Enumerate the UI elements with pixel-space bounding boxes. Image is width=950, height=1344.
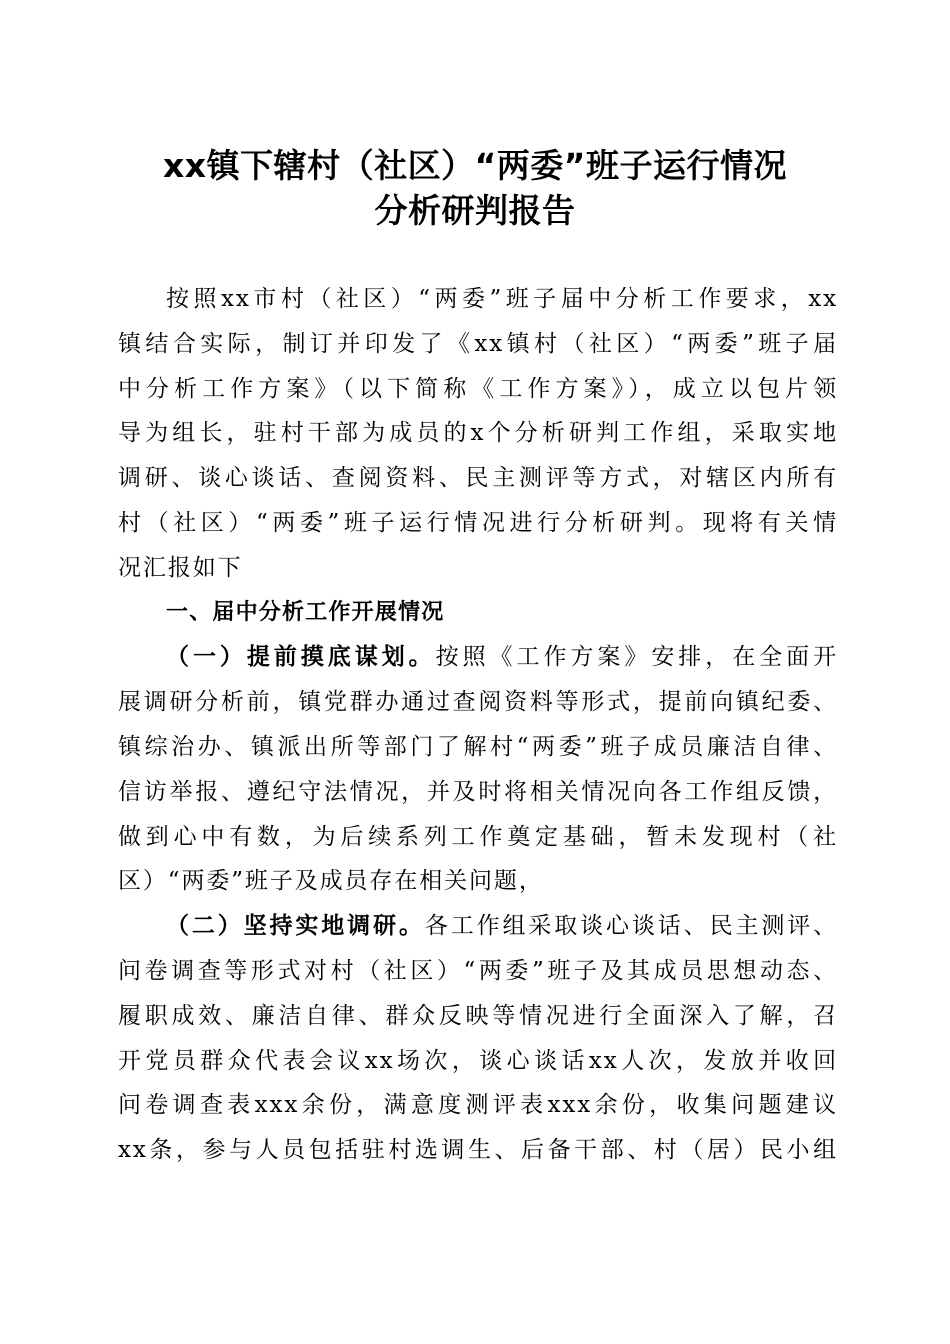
section-heading: 一、届中分析工作开展情况 (166, 599, 445, 625)
intro-line: 调研、谈心谈话、查阅资料、民主测评等方式，对辖区内所有 (118, 465, 838, 492)
item-lead: （一）提前摸底谋划。 (166, 643, 436, 671)
item-first-line (118, 904, 838, 949)
item-line: 区）“两委”班子及成员存在相关问题， (118, 868, 544, 895)
intro-line: 镇结合实际，制订并印发了《xx镇村（社区）“两委”班子届 (118, 330, 838, 357)
item-text: 各工作组采取谈心谈话、民主测评、 (424, 913, 838, 940)
intro-line: 村（社区）“两委”班子运行情况进行分析研判。现将有关情 (118, 509, 838, 536)
intro-line: 况汇报如下 (118, 554, 243, 581)
item-line: 做到心中有数，为后续系列工作奠定基础，暂未发现村（社 (118, 823, 838, 850)
item-line: 展调研分析前，镇党群办通过查阅资料等形式，提前向镇纪委、 (118, 689, 838, 716)
report-body (118, 277, 838, 1173)
item-line: 镇综治办、镇派出所等部门了解村“两委”班子成员廉洁自律、 (118, 733, 838, 760)
item-first-line (118, 635, 838, 680)
item-paragraph-2 (118, 904, 838, 1173)
intro-paragraph (118, 277, 838, 591)
item-line: 履职成效、廉洁自律、群众反映等情况进行全面深入了解，召 (118, 1002, 838, 1029)
item-line: 开党员群众代表会议xx场次，谈心谈话xx人次，发放并收回 (118, 1047, 838, 1074)
item-lead: （二）坚持实地调研。 (166, 912, 425, 940)
item-paragraph-1 (118, 635, 838, 904)
report-title-line-1: xx镇下辖村（社区）“两委”班子运行情况 (163, 146, 787, 185)
report-title-line-2: 分析研判报告 (374, 191, 576, 230)
item-text: 按照《工作方案》安排，在全面开 (435, 644, 838, 671)
intro-line: 中分析工作方案》（以下简称《工作方案》），成立以包片领 (118, 375, 838, 402)
item-line: 问卷调查表xxx余份，满意度测评表xxx余份，收集问题建议 (118, 1092, 838, 1119)
item-line: 问卷调查等形式对村（社区）“两委”班子及其成员思想动态、 (118, 957, 838, 984)
item-line: 信访举报、遵纪守法情况，并及时将相关情况向各工作组反馈， (118, 778, 838, 805)
item-line: xx条，参与人员包括驻村选调生、后备干部、村（居）民小组 (118, 1137, 838, 1164)
intro-line: 按照xx市村（社区）“两委”班子届中分析工作要求，xx (166, 286, 838, 312)
intro-line: 导为组长，驻村干部为成员的x个分析研判工作组，采取实地 (118, 420, 838, 447)
